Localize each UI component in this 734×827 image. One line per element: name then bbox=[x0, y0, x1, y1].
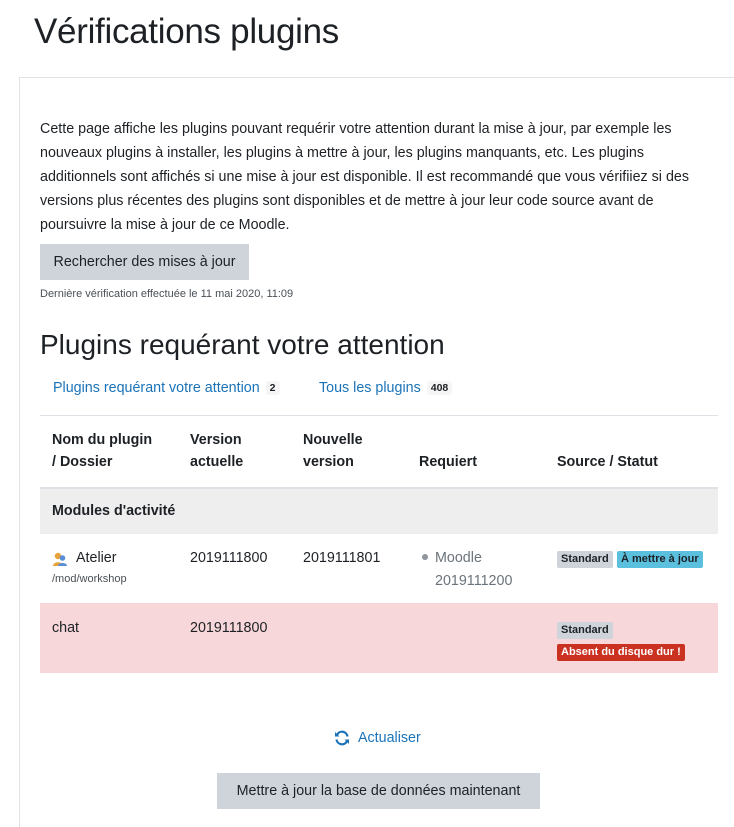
header-new-version bbox=[303, 429, 363, 473]
header-requires: Requiert bbox=[419, 454, 477, 470]
tab-all-plugins[interactable] bbox=[319, 380, 452, 396]
plugin-path: /mod/workshop bbox=[52, 573, 127, 585]
header-new-line2: version bbox=[303, 454, 354, 470]
header-current-version bbox=[190, 429, 243, 473]
table-top-divider bbox=[40, 415, 718, 416]
tab-attention-label: Plugins requérant votre attention bbox=[53, 380, 260, 396]
requirement-name: Moodle bbox=[435, 550, 482, 566]
update-database-button[interactable]: Mettre à jour la base de données maintenant bbox=[217, 773, 540, 809]
check-updates-button[interactable]: Rechercher des mises à jour bbox=[40, 244, 249, 280]
header-current-line1: Version bbox=[190, 432, 242, 448]
header-new-line1: Nouvelle bbox=[303, 432, 363, 448]
header-plugin-name bbox=[52, 429, 152, 473]
plugin-name: Atelier bbox=[76, 550, 117, 566]
header-plugin-name-line1: Nom du plugin bbox=[52, 432, 153, 448]
status-badge: Absent du disque dur ! bbox=[557, 644, 685, 661]
tab-attention[interactable] bbox=[53, 380, 280, 396]
page-title: Vérifications plugins bbox=[34, 12, 339, 51]
section-title: Plugins requérant votre attention bbox=[40, 329, 445, 360]
header-current-line2: actuelle bbox=[190, 454, 244, 470]
refresh-label: Actualiser bbox=[358, 730, 421, 746]
group-row bbox=[40, 487, 718, 534]
current-version: 2019111800 bbox=[190, 550, 268, 566]
refresh-link[interactable] bbox=[334, 730, 421, 746]
header-plugin-name-line2: / Dossier bbox=[52, 454, 113, 470]
status-badge: Standard bbox=[557, 622, 613, 639]
plugin-name: chat bbox=[52, 620, 80, 636]
tab-attention-count: 2 bbox=[266, 381, 280, 395]
tab-all-count: 408 bbox=[427, 381, 453, 395]
status-badge: Standard bbox=[557, 551, 613, 568]
status-badge: À mettre à jour bbox=[617, 551, 703, 568]
requirement-version: 2019111200 bbox=[435, 573, 513, 589]
requirement-bullet bbox=[422, 554, 428, 560]
workshop-icon bbox=[52, 551, 68, 567]
header-source-status: Source / Statut bbox=[557, 454, 658, 470]
table-row-danger bbox=[40, 603, 718, 673]
group-label: Modules d'activité bbox=[52, 503, 176, 519]
last-check-text: Dernière vérification effectuée le 11 mai 2020, 11:09 bbox=[40, 288, 294, 300]
intro-text: Cette page affiche les plugins pouvant requérir votre attention durant la mise à jour, par exemple les nouveaux plugins à installer, les plugins à mettre à jour, les plugins manquants, etc. Les plugins additionnels sont affichés si une mise à jour est disponible. Il est recommandé que vous vérifiiez si des versions plus récentes des plugins sont disponibles et de mettre à jour leur code source avant de poursuivre la mise à jour de ce Moodle. bbox=[40, 121, 690, 233]
tab-all-label: Tous les plugins bbox=[319, 380, 421, 396]
current-version: 2019111800 bbox=[190, 620, 268, 636]
refresh-icon bbox=[334, 730, 350, 746]
new-version: 2019111801 bbox=[303, 550, 381, 566]
